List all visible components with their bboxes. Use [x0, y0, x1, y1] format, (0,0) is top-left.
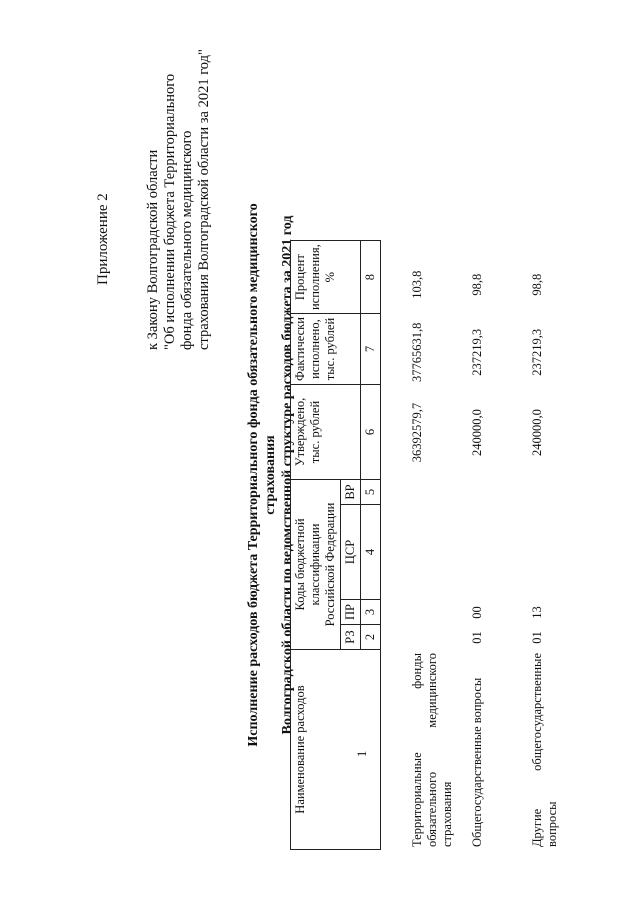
col-number: 5	[361, 480, 381, 505]
expenses-table-body	[410, 250, 580, 850]
header-rz: РЗ	[341, 625, 361, 650]
row-csr	[470, 505, 530, 600]
row-name: Другие общегосударственные вопросы	[530, 653, 559, 847]
row-rz: 01	[470, 631, 484, 644]
col-number: 4	[361, 505, 381, 600]
law-reference	[145, 20, 213, 350]
col-number: 3	[361, 600, 381, 625]
annex-label: Приложение 2	[95, 193, 111, 285]
header-actual: Фактически исполнено, тыс. рублей	[291, 314, 361, 385]
row-approved: 240000,0	[530, 409, 544, 456]
table-row	[530, 250, 580, 850]
header-codes-subgroup: Российской Федерации	[323, 502, 337, 627]
row-vr	[410, 480, 470, 505]
header-approved: Утверждено, тыс. рублей	[291, 385, 361, 480]
expenses-table-header	[290, 240, 381, 850]
header-codes	[291, 480, 341, 650]
title-line: Исполнение расходов бюджета Территориального фонда обязательного медицинского страхования	[246, 203, 278, 747]
row-vr	[530, 480, 580, 505]
row-pr	[410, 600, 470, 625]
col-number: 6	[361, 385, 381, 480]
row-actual: 237219,3	[530, 328, 544, 376]
header-csr: ЦСР	[341, 505, 361, 600]
row-rz: 01	[530, 631, 544, 644]
col-number-1: 1	[355, 750, 369, 757]
header-name: Наименование расходов	[291, 650, 381, 850]
row-name: Общегосударственные вопросы	[470, 677, 484, 847]
row-pr: 13	[530, 606, 544, 619]
table-row	[410, 250, 470, 850]
header-codes-group: Коды бюджетной классификации	[293, 518, 322, 611]
header-percent: Процент исполнения, %	[291, 241, 361, 314]
col-number: 2	[361, 625, 381, 650]
row-percent: 98,8	[530, 273, 544, 296]
row-vr	[470, 480, 530, 505]
title-line: Волгоградской области по ведомственной структуре расходов бюджета за 2021 год	[280, 215, 295, 735]
row-approved: 240000,0	[470, 409, 484, 456]
header-vr: ВР	[341, 480, 361, 505]
row-approved: 36392579,7	[410, 402, 424, 463]
row-rz	[410, 625, 470, 650]
law-line: "Об исполнении бюджета Территориального	[162, 73, 178, 350]
row-percent: 103,8	[410, 270, 424, 299]
table-row	[470, 250, 530, 850]
row-csr	[530, 505, 580, 600]
row-csr	[410, 505, 470, 600]
row-pr: 00	[470, 606, 484, 619]
col-number: 7	[361, 314, 381, 385]
law-line: фонда обязательного медицинского	[179, 130, 195, 350]
header-pr: ПР	[341, 600, 361, 625]
col-number: 8	[361, 241, 381, 314]
law-line: к Закону Волгоградской области	[145, 149, 161, 350]
row-actual: 237219,3	[470, 328, 484, 376]
law-line: страхования Волгоградской области за 2021 год"	[196, 49, 212, 350]
row-actual: 37765631,8	[410, 322, 424, 382]
row-name: Территориальные фонды обязательного медицинского страхования	[410, 653, 454, 847]
document-title	[245, 195, 296, 755]
row-percent: 98,8	[470, 273, 484, 296]
